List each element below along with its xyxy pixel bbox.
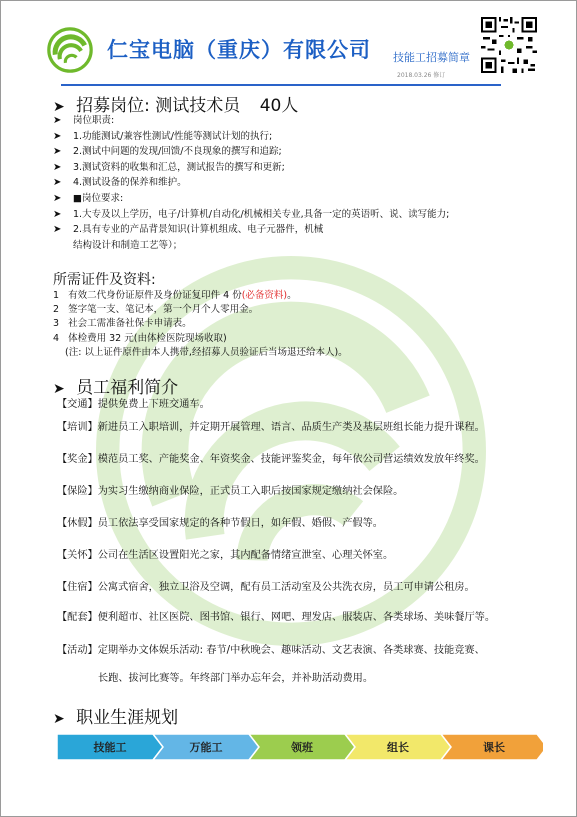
chevron-right-icon: ➤ — [53, 161, 62, 173]
item-text: 有效二代身份证原件及身份证复印件 4 份 — [68, 290, 242, 301]
header-divider — [61, 84, 501, 86]
benefit-label: 【交通】 — [57, 399, 98, 410]
benefit-row — [57, 482, 403, 497]
benefit-text: 定期举办文体娱乐活动: 春节/中秋晚会、趣味活动、文艺表演、各类球赛、技能竞赛、 — [97, 645, 485, 656]
benefit-text: 公司在生活区设置阳光之家，其内配备情绪宣泄室、心理关怀室。 — [97, 550, 394, 561]
benefit-label: 【关怀】 — [57, 550, 98, 561]
benefit-label: 【配套】 — [57, 612, 98, 623]
benefit-row — [57, 450, 485, 465]
item-number: 3 — [53, 318, 60, 330]
chevron-right-icon: ➤ — [53, 711, 65, 727]
benefit-text: 为实习生缴纳商业保险，正式员工入职后按国家规定缴纳社会保险。 — [97, 486, 404, 497]
company-logo — [47, 27, 93, 73]
chevron-right-icon: ➤ — [53, 381, 65, 397]
chevron-right-icon: ➤ — [53, 224, 62, 236]
item-text: 体检费用 32 元(由体检医院现场收取) — [68, 332, 227, 344]
list-item — [53, 332, 348, 346]
chevron-right-icon: ➤ — [53, 208, 62, 220]
list-item: 2.测试中问题的发现/回馈/不良现象的撰写和追踪; — [73, 146, 282, 158]
item-number: 4 — [53, 332, 60, 344]
career-step-label: 技能工 — [93, 741, 127, 754]
list-item: 1.功能测试/兼容性测试/性能等测试计划的执行; — [73, 130, 273, 142]
chevron-right-icon: ➤ — [53, 99, 65, 115]
chevron-right-icon: ➤ — [53, 177, 62, 189]
documents-list — [53, 289, 348, 360]
career-step-label: 领班 — [291, 741, 313, 754]
item-tail: 。 — [287, 290, 297, 301]
career-heading — [53, 703, 178, 728]
document-subtitle: 技能工招募简章 — [393, 51, 470, 64]
qr-code — [481, 17, 537, 73]
benefit-row — [57, 514, 383, 529]
revision-date: 2018.03.26 修订 — [397, 72, 446, 79]
career-path — [57, 734, 543, 760]
list-item: 结构设计和制造工艺等）； — [73, 239, 183, 251]
career-title: 职业生涯规划 — [76, 708, 179, 728]
documents-heading: 所需证件及资料: — [53, 272, 156, 288]
benefit-text: 提供免费上下班交通车。 — [97, 399, 210, 410]
list-item: 4.测试设备的保养和维护。 — [73, 177, 187, 189]
benefit-label: 【培训】 — [57, 422, 98, 433]
chevron-right-icon: ➤ — [53, 115, 62, 126]
item-text: 社会工需准备社保卡申请表。 — [68, 318, 192, 330]
benefit-row — [57, 546, 393, 561]
list-item — [53, 289, 348, 303]
list-item — [53, 317, 348, 331]
benefit-text: 新进员工入职培训，并定期开展管理、语言、品质生产类及基层班组长能力提升课程。 — [97, 422, 485, 433]
item-number: 1 — [53, 290, 60, 301]
benefit-text: 模范员工奖、产能奖金、年资奖金、技能评鉴奖金，每年依公司营运绩效发放年终奖。 — [97, 454, 485, 465]
benefit-row — [57, 395, 210, 410]
list-item — [53, 303, 348, 317]
benefit-label: 【奖金】 — [57, 454, 98, 465]
requirements-heading: ■岗位要求: — [73, 192, 124, 204]
benefit-label: 【住宿】 — [57, 582, 98, 593]
benefit-row — [57, 578, 475, 593]
benefit-row — [57, 608, 495, 623]
career-step-label: 万能工 — [189, 741, 223, 754]
duties-heading: 岗位职责: — [73, 115, 115, 126]
item-number: 2 — [53, 304, 60, 316]
benefits-title: 员工福利简介 — [76, 378, 179, 398]
company-name: 仁宝电脑（重庆）有限公司 — [107, 38, 371, 62]
documents-note: (注: 以上证件原件由本人携带,经招募人员验证后当场退还给本人)。 — [65, 346, 348, 358]
benefit-text: 员工依法享受国家规定的各种节假日，如年假、婚假、产假等。 — [97, 518, 383, 529]
chevron-right-icon: ➤ — [53, 146, 62, 158]
position-title: 招募岗位: 测试技术员 — [76, 96, 241, 116]
benefit-label: 【活动】 — [57, 645, 98, 656]
chevron-right-icon: ➤ — [53, 130, 62, 142]
benefit-text: 公寓式宿舍，独立卫浴及空调，配有员工活动室及公共洗衣房，员工可申请公租房。 — [97, 582, 475, 593]
benefit-row-continued: 长跑、拔河比赛等。年终部门举办忘年会，并补助活动费用。 — [98, 673, 374, 684]
chevron-right-icon: ➤ — [53, 192, 62, 204]
required-note: (必备资料) — [241, 290, 288, 301]
career-step-label: 组长 — [387, 741, 409, 754]
position-count: 40人 — [259, 96, 299, 116]
benefit-label: 【保险】 — [57, 486, 98, 497]
benefit-row — [57, 418, 485, 433]
duties-list — [53, 113, 449, 253]
list-item: 3.测试资料的收集和汇总，测试报告的撰写和更新; — [73, 161, 285, 173]
benefit-label: 【休假】 — [57, 518, 98, 529]
benefit-text: 便利超市、社区医院、图书馆、银行、网吧、理发店、服装店、各类球场、美味餐厅等。 — [97, 612, 496, 623]
list-item: 1.大专及以上学历，电子/计算机/自动化/机械相关专业,具备一定的英语听、说、读写能力; — [73, 208, 450, 220]
career-step-label: 课长 — [483, 741, 505, 754]
list-item: 2.具有专业的产品背景知识(计算机组成、电子元器件，机械 — [73, 224, 324, 236]
benefit-row — [57, 641, 485, 656]
item-text: 签字笔一支、笔记本，第一个月个人零用金。 — [68, 304, 259, 316]
